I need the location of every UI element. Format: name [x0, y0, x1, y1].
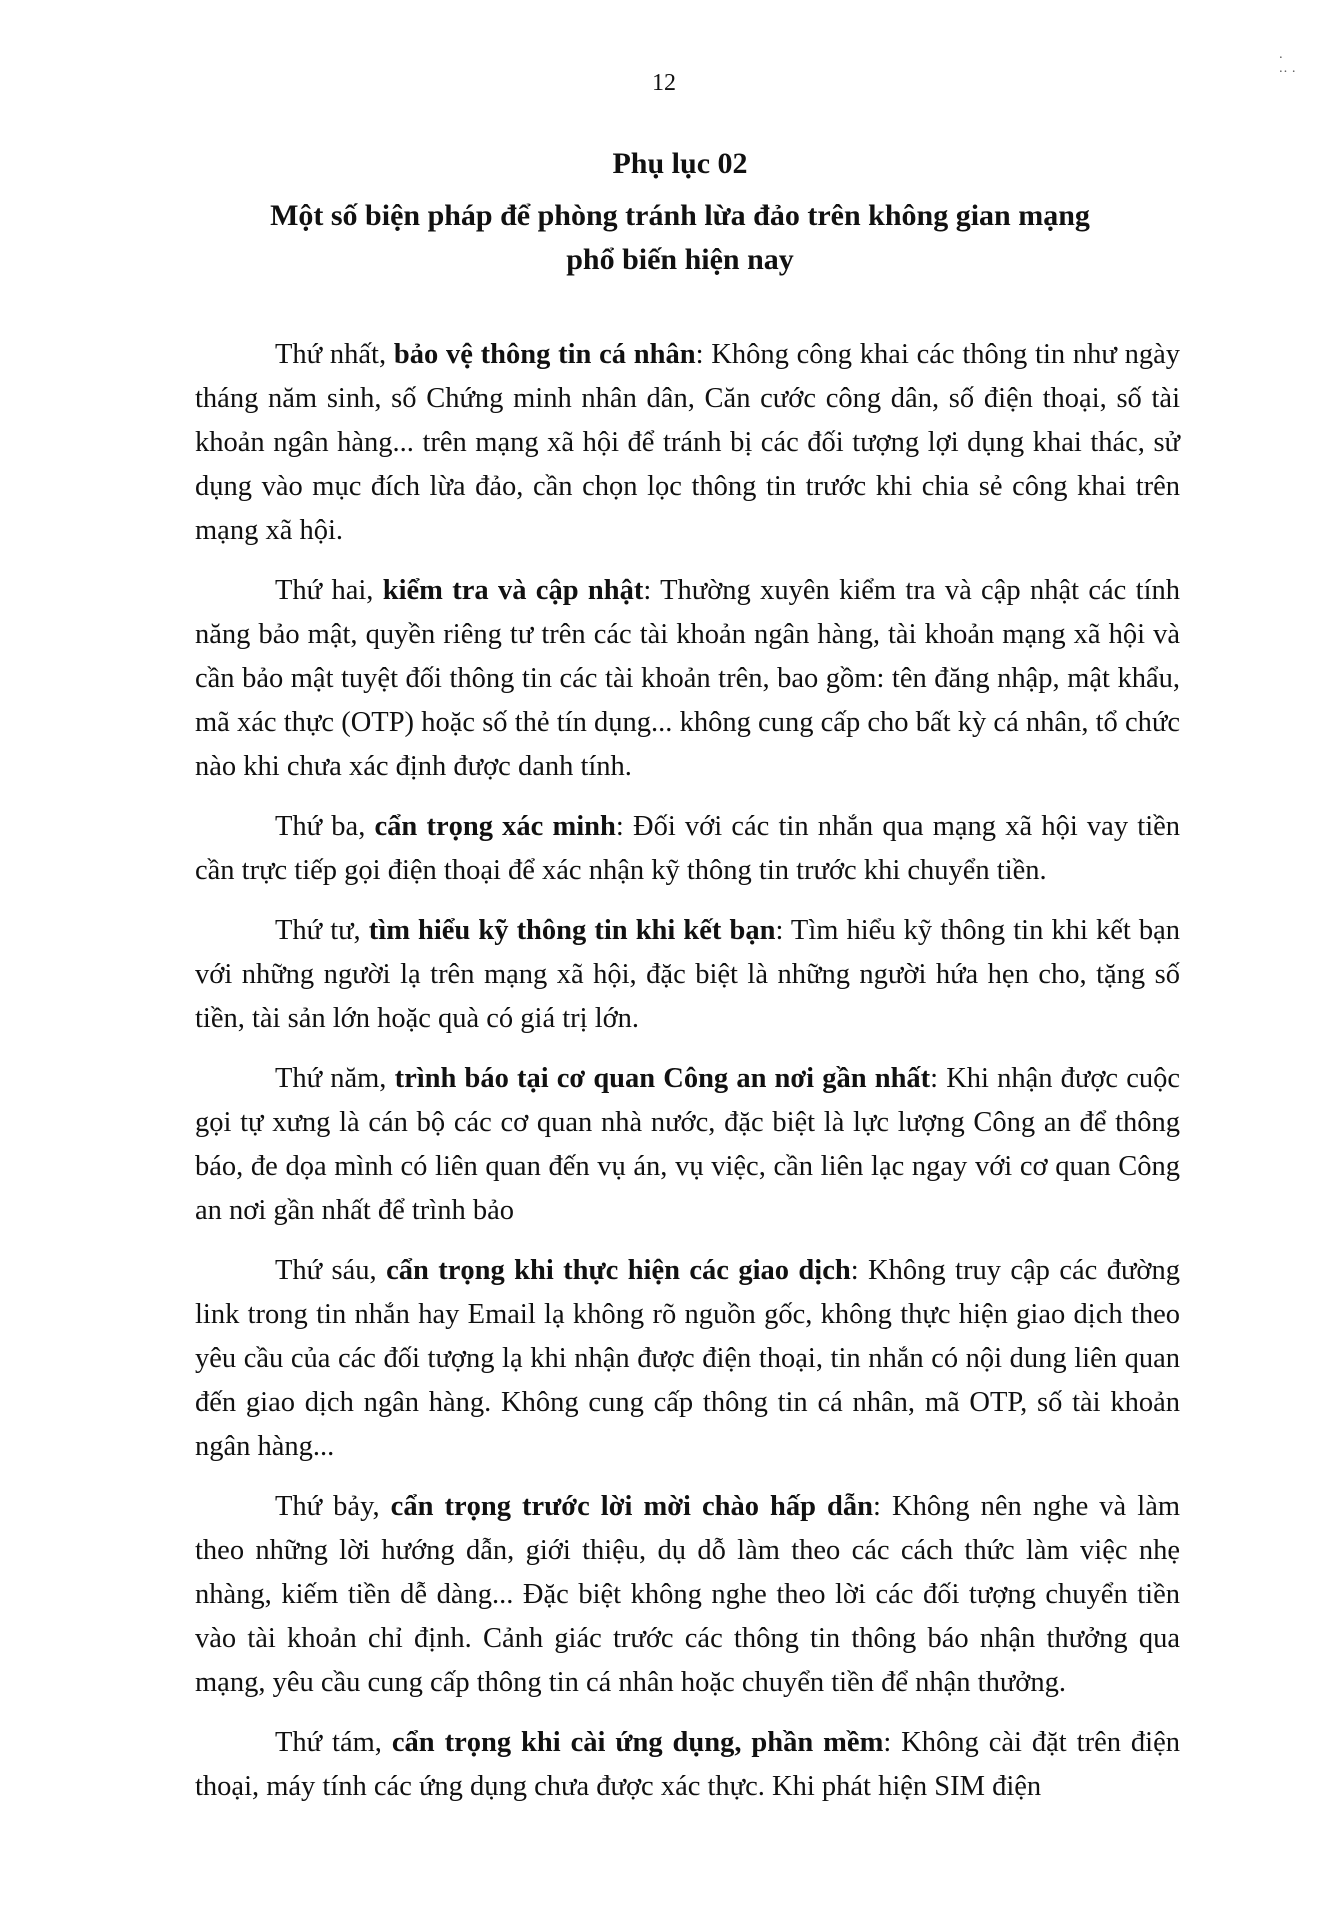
paragraph-text: : Thường xuyên kiểm tra và cập nhật các tính năng bảo mật, quyền riêng tư trên các tài khoản ngân hàng, tài khoản mạng xã hội và cần bảo mật tuyệt đối thông tin các tài khoản trên, bao gồm: tên đăng nhập, mật khẩu, mã xác thực (OTP) hoặc số thẻ tín dụng... không cung cấp cho bất kỳ cá nhân, tổ chức nào khi chưa xác định được danh tính.	[195, 575, 1180, 782]
paragraph-heading: cẩn trọng xác minh	[374, 811, 616, 842]
document-title-line-1: Một số biện pháp để phòng tránh lừa đảo trên không gian mạng	[270, 199, 1090, 232]
paragraph-2	[195, 569, 1180, 789]
paragraph-7	[195, 1485, 1180, 1705]
document-body	[195, 333, 1180, 1825]
paragraph-text: : Không nên nghe và làm theo những lời hướng dẫn, giới thiệu, dụ dỗ làm theo các cách thức làm việc nhẹ nhàng, kiếm tiền dễ dàng... Đặc biệt không nghe theo lời các đối tượng chuyển tiền vào tài khoản chỉ định. Cảnh giác trước các thông tin thông báo nhận thưởng qua mạng, yêu cầu cung cấp thông tin cá nhân hoặc chuyển tiền để nhận thưởng.	[195, 1491, 1181, 1698]
paragraph-lead: Thứ tư,	[275, 915, 369, 946]
paragraph-heading: cẩn trọng khi cài ứng dụng, phần mềm	[391, 1727, 884, 1758]
paragraph-lead: Thứ hai,	[275, 575, 383, 606]
paragraph-heading: kiểm tra và cập nhật	[382, 575, 644, 606]
paragraph-heading: trình báo tại cơ quan Công an nơi gần nhất	[394, 1063, 931, 1094]
scan-specks: · ·· ·	[1278, 51, 1296, 80]
paragraph-lead: Thứ bảy,	[275, 1491, 391, 1522]
paragraph-8	[195, 1721, 1180, 1809]
paragraph-text: : Đối với các tin nhắn qua mạng xã hội vay tiền cần trực tiếp gọi điện thoại để xác nhận kỹ thông tin trước khi chuyển tiền.	[195, 811, 1181, 886]
document-title-line-2: phổ biến hiện nay	[566, 243, 794, 276]
paragraph-text: : Không công khai các thông tin như ngày tháng năm sinh, số Chứng minh nhân dân, Căn cước công dân, số điện thoại, số tài khoản ngân hàng... trên mạng xã hội để tránh bị các đối tượng lợi dụng khai thác, sử dụng vào mục đích lừa đảo, cần chọn lọc thông tin trước khi chia sẻ công khai trên mạng xã hội.	[195, 339, 1180, 546]
paragraph-3	[195, 805, 1180, 893]
paragraph-5	[195, 1057, 1180, 1233]
paragraph-text: : Không truy cập các đường link trong tin nhắn hay Email lạ không rõ nguồn gốc, không thực hiện giao dịch theo yêu cầu của các đối tượng lạ khi nhận được điện thoại, tin nhắn có nội dung liên quan đến giao dịch ngân hàng. Không cung cấp thông tin cá nhân, mã OTP, số tài khoản ngân hàng...	[195, 1255, 1180, 1462]
paragraph-heading: bảo vệ thông tin cá nhân	[393, 339, 696, 370]
paragraph-heading: tìm hiểu kỹ thông tin khi kết bạn	[368, 915, 776, 946]
paragraph-lead: Thứ nhất,	[275, 339, 394, 370]
document-header	[180, 142, 1180, 282]
paragraph-lead: Thứ ba,	[275, 811, 375, 842]
paragraph-lead: Thứ năm,	[275, 1063, 395, 1094]
paragraph-lead: Thứ sáu,	[275, 1255, 387, 1286]
paragraph-heading: cẩn trọng trước lời mời chào hấp dẫn	[390, 1491, 873, 1522]
paragraph-6	[195, 1249, 1180, 1469]
paragraph-text: : Khi nhận được cuộc gọi tự xưng là cán bộ các cơ quan nhà nước, đặc biệt là lực lượng Công an để thông báo, đe dọa mình có liên quan đến vụ án, vụ việc, cần liên lạc ngay với cơ quan Công an nơi gần nhất để trình bảo	[195, 1063, 1180, 1226]
page-number: 12	[652, 70, 676, 96]
appendix-label: Phụ lục 02	[612, 147, 748, 180]
paragraph-1	[195, 333, 1180, 553]
paragraph-heading: cẩn trọng khi thực hiện các giao dịch	[386, 1255, 851, 1286]
paragraph-text: : Không cài đặt trên điện thoại, máy tính các ứng dụng chưa được xác thực. Khi phát hiện SIM điện	[195, 1727, 1180, 1802]
paragraph-lead: Thứ tám,	[275, 1727, 392, 1758]
paragraph-4	[195, 909, 1180, 1041]
paragraph-text: : Tìm hiểu kỹ thông tin khi kết bạn với những người lạ trên mạng xã hội, đặc biệt là những người hứa hẹn cho, tặng số tiền, tài sản lớn hoặc quà có giá trị lớn.	[195, 915, 1181, 1034]
